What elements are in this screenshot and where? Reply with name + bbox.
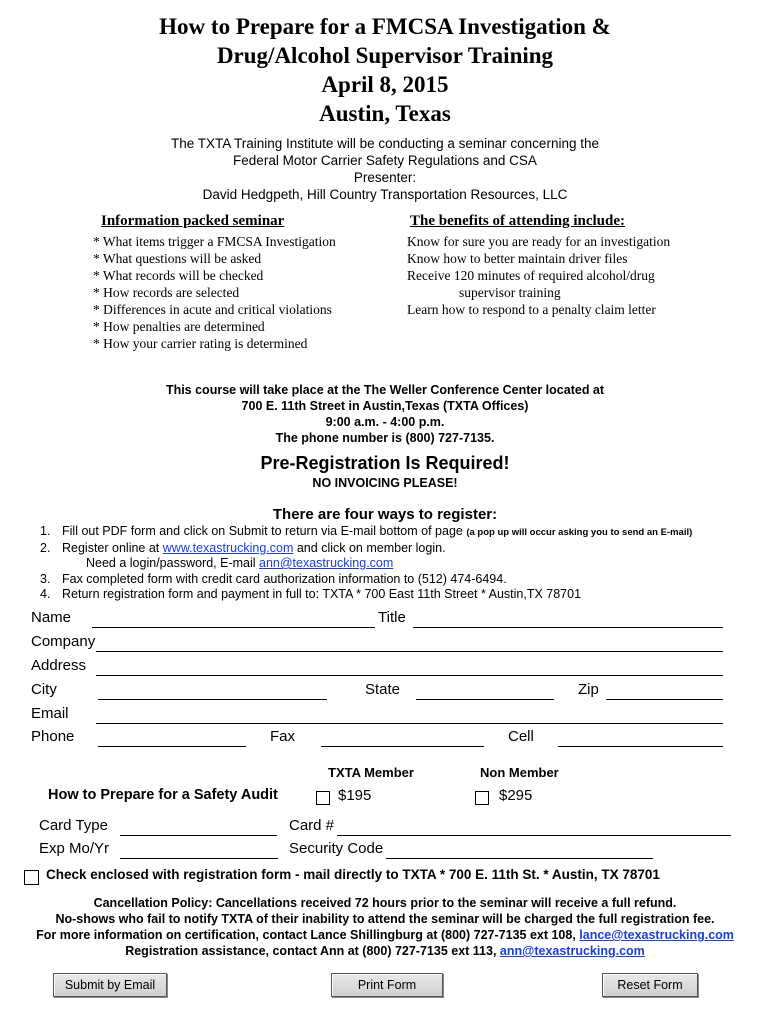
list-item: * Differences in acute and critical violations xyxy=(93,302,332,317)
step-text: Register online at xyxy=(62,540,160,555)
step-number: 1. xyxy=(40,524,51,538)
cell-field[interactable] xyxy=(558,728,723,747)
benefits-heading: The benefits of attending include: xyxy=(410,213,626,229)
step-text: Fill out PDF form and click on Submit to return via E-mail bottom of page xyxy=(62,524,463,538)
fax-label: Fax xyxy=(270,728,296,745)
title-line-2: Drug/Alcohol Supervisor Training xyxy=(216,43,554,68)
address-label: Address xyxy=(31,657,87,674)
intro xyxy=(0,135,770,203)
name-label: Name xyxy=(31,609,72,626)
email-link[interactable]: ann@texastrucking.com xyxy=(259,556,394,570)
zip-field[interactable] xyxy=(606,681,723,700)
venue-line-3: 9:00 a.m. - 4:00 p.m. xyxy=(325,415,445,429)
list-item: Know how to better maintain driver files xyxy=(407,251,628,266)
policy-line-2: No-shows who fail to notify TXTA of their inability to attend the seminar will be charged the full registration fee. xyxy=(55,912,715,926)
city-field[interactable] xyxy=(98,681,327,700)
state-field[interactable] xyxy=(416,681,554,700)
benefits-list xyxy=(407,233,670,318)
card-number-field[interactable] xyxy=(337,817,731,836)
reset-form-button[interactable]: Reset Form xyxy=(602,973,698,997)
step-number: 3. xyxy=(40,571,51,586)
ways-heading: There are four ways to register: xyxy=(272,506,498,523)
check-enclosed-checkbox[interactable] xyxy=(24,870,39,885)
card-number-label: Card # xyxy=(289,817,335,834)
title-line-4: Austin, Texas xyxy=(319,101,451,126)
email-label: Email xyxy=(31,705,69,722)
fax-field[interactable] xyxy=(321,728,484,747)
policy-line-1: Cancellation Policy: Cancellations received 72 hours prior to the seminar will receive a full refund. xyxy=(93,896,677,910)
policy xyxy=(0,895,770,959)
info-list xyxy=(93,233,336,352)
step-1 xyxy=(40,524,760,541)
city-label: City xyxy=(31,681,57,698)
step-text: Need a login/password, E-mail xyxy=(86,556,256,570)
prereg-heading: Pre-Registration Is Required! xyxy=(260,453,510,473)
expiry-label: Exp Mo/Yr xyxy=(39,840,110,857)
nonmember-heading: Non Member xyxy=(480,765,559,780)
step-4 xyxy=(40,587,760,603)
title-field[interactable] xyxy=(413,609,723,628)
intro-line-3: Presenter: xyxy=(353,170,417,185)
course-name: How to Prepare for a Safety Audit xyxy=(48,787,278,803)
list-item: supervisor training xyxy=(459,285,561,300)
step-number: 4. xyxy=(40,587,51,601)
company-field[interactable] xyxy=(96,633,723,652)
address-field[interactable] xyxy=(96,657,723,676)
company-label: Company xyxy=(31,633,96,650)
list-item: * What records will be checked xyxy=(93,268,264,283)
card-type-field[interactable] xyxy=(120,817,277,836)
step-note: (a pop up will occur asking you to send an E-mail) xyxy=(466,527,693,538)
website-link[interactable]: www.texastrucking.com xyxy=(162,540,294,555)
security-code-label: Security Code xyxy=(289,840,384,857)
phone-field[interactable] xyxy=(98,728,246,747)
nonmember-checkbox[interactable] xyxy=(475,791,489,805)
name-field[interactable] xyxy=(92,609,375,628)
step-text: Fax completed form with credit card authorization information to (512) 474-6494. xyxy=(62,571,507,586)
list-item: Receive 120 minutes of required alcohol/drug xyxy=(407,268,655,283)
member-heading: TXTA Member xyxy=(328,765,414,780)
state-label: State xyxy=(365,681,401,698)
intro-line-2: Federal Motor Carrier Safety Regulations and CSA xyxy=(233,153,537,168)
step-2 xyxy=(40,541,760,557)
print-form-button[interactable]: Print Form xyxy=(331,973,443,997)
lance-email-link[interactable]: lance@texastrucking.com xyxy=(579,928,734,942)
step-number: 2. xyxy=(40,540,51,555)
email-field[interactable] xyxy=(96,705,723,724)
page-title xyxy=(0,12,770,128)
submit-by-email-button[interactable]: Submit by Email xyxy=(53,973,167,997)
prereg-subheading: NO INVOICING PLEASE! xyxy=(312,476,458,490)
venue-line-4: The phone number is (800) 727-7135. xyxy=(275,431,495,445)
ann-email-link[interactable]: ann@texastrucking.com xyxy=(499,944,645,958)
title-line-1: How to Prepare for a FMCSA Investigation & xyxy=(159,14,611,39)
expiry-field[interactable] xyxy=(120,840,278,859)
zip-label: Zip xyxy=(578,681,599,698)
policy-text: Registration assistance, contact Ann at (800) 727-7135 ext 113, xyxy=(125,944,497,958)
list-item: * How penalties are determined xyxy=(93,319,265,334)
list-item: Know for sure you are ready for an investigation xyxy=(407,234,671,249)
list-item: * How your carrier rating is determined xyxy=(93,336,308,351)
title-label: Title xyxy=(378,609,406,626)
member-checkbox[interactable] xyxy=(316,791,330,805)
step-text: Return registration form and payment in full to: TXTA * 700 East 11th Street * Austin,TX 78701 xyxy=(62,587,582,601)
policy-text: For more information on certification, contact Lance Shillingburg at (800) 727-7135 ext 108, xyxy=(36,928,576,942)
intro-line-4: David Hedgpeth, Hill Country Transportation Resources, LLC xyxy=(202,187,568,202)
list-item: * What questions will be asked xyxy=(93,251,262,266)
cell-label: Cell xyxy=(508,728,534,745)
policy-line-3 xyxy=(0,927,770,943)
step-3 xyxy=(40,572,760,588)
title-line-3: April 8, 2015 xyxy=(321,72,449,97)
security-code-field[interactable] xyxy=(386,840,653,859)
member-price: $195 xyxy=(338,787,372,804)
intro-line-1: The TXTA Training Institute will be conducting a seminar concerning the xyxy=(171,136,599,151)
venue-line-1: This course will take place at the The Weller Conference Center located at xyxy=(165,383,605,397)
list-item: Learn how to respond to a penalty claim letter xyxy=(407,302,656,317)
list-item: * What items trigger a FMCSA Investigation xyxy=(93,234,336,249)
venue-info xyxy=(0,382,770,446)
step-text: and click on member login. xyxy=(296,540,446,555)
step-2-login xyxy=(40,556,760,572)
check-enclosed-label: Check enclosed with registration form - mail directly to TXTA * 700 E. 11th St. * Austin, TX 78701 xyxy=(46,867,660,882)
card-type-label: Card Type xyxy=(39,817,108,834)
policy-line-4 xyxy=(0,943,770,959)
list-item: * How records are selected xyxy=(93,285,240,300)
phone-label: Phone xyxy=(31,728,75,745)
info-heading: Information packed seminar xyxy=(101,213,285,229)
nonmember-price: $295 xyxy=(499,787,533,804)
register-steps xyxy=(40,524,760,603)
venue-line-2: 700 E. 11th Street in Austin,Texas (TXTA Offices) xyxy=(241,399,529,413)
